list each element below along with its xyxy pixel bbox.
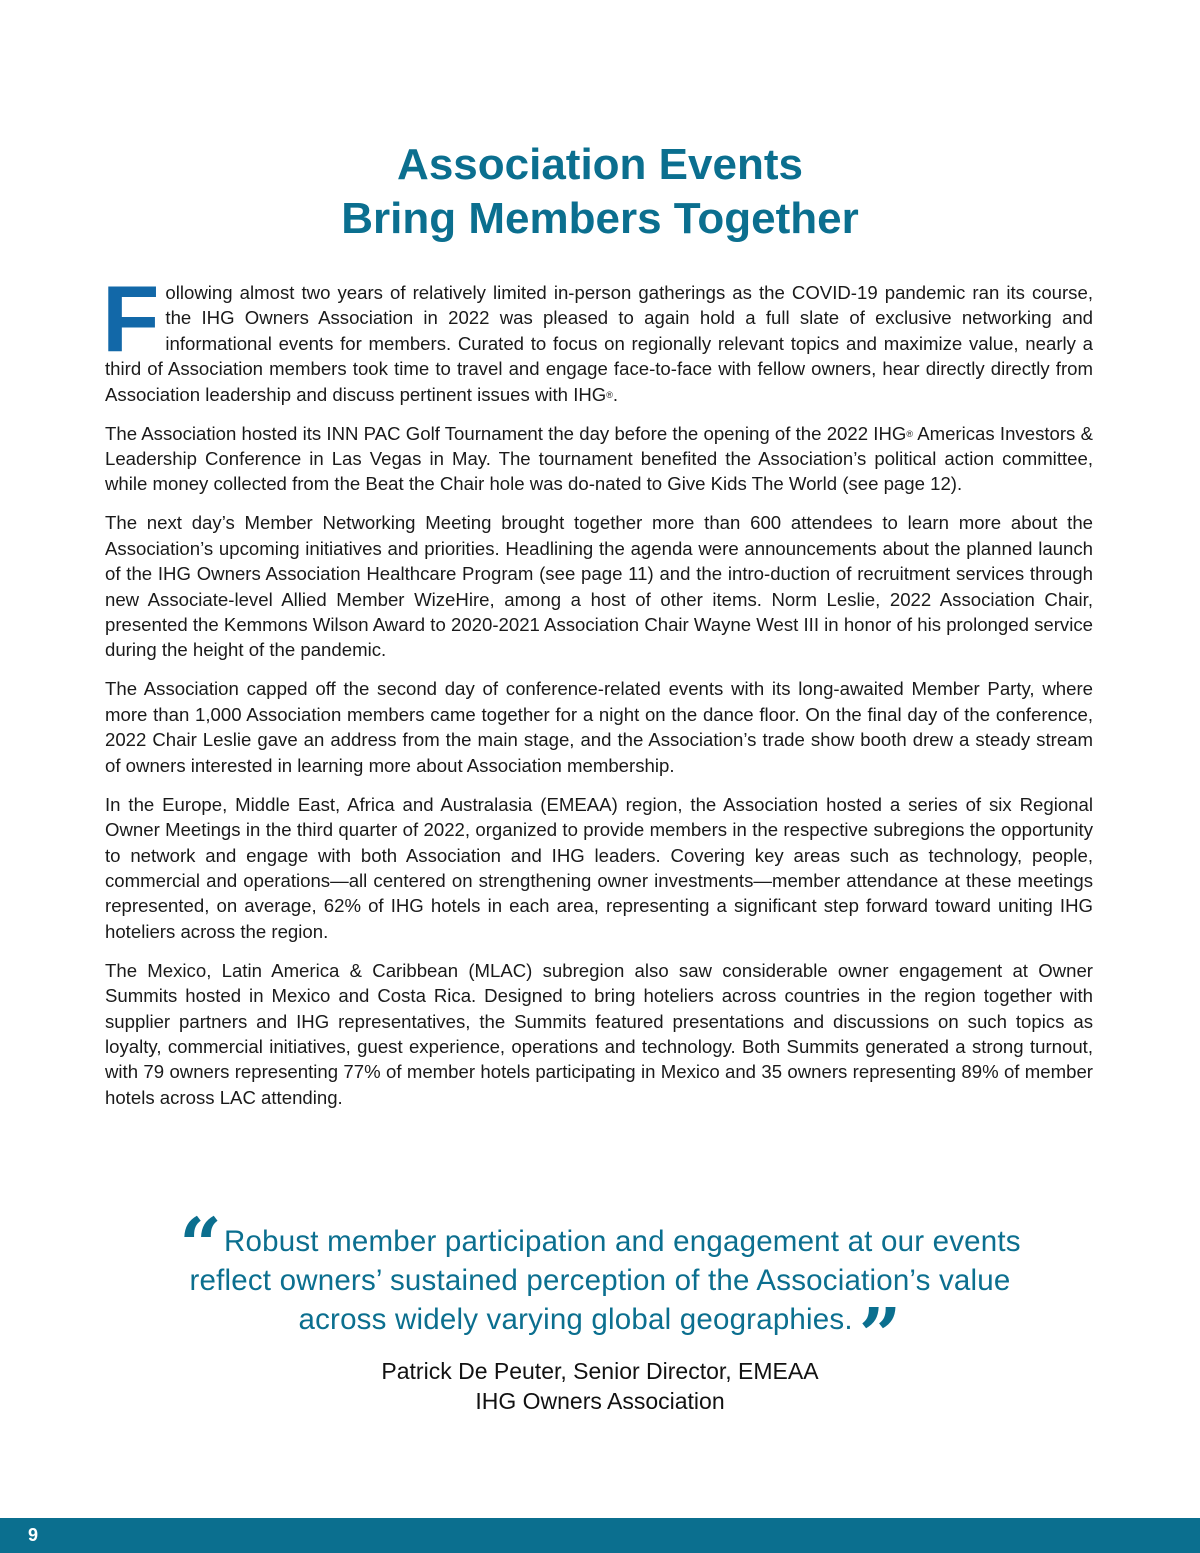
title-line-2: Bring Members Together: [341, 194, 859, 243]
paragraph-intro-end: .: [612, 383, 619, 405]
paragraph-member-party: The Association capped off the second day of conference-related events with its long-awaited Member Party, where more than 1,000 Association members came together for a night on the dance floor. On the final day of the conference, 2022 Chair Leslie gave an address from the main stage, and the Association’s trade show booth drew a steady stream of owners interested in learning more about Association membership.: [105, 678, 1093, 776]
title-line-1: Association Events: [397, 140, 803, 189]
quote-line-3-text: across widely varying global geographies.: [298, 1303, 853, 1336]
registered-mark: ®: [606, 389, 613, 400]
paragraph-golf: [105, 421, 1093, 497]
paragraph-golf-text-b: Americas Investors & Leadership Conference in Las Vegas in May. The tournament benefited the Association’s political action committee, while money collected from the Beat the Chair hole was do-nated to Give Kids The World (see page 12).: [105, 422, 1093, 495]
quote-line-1-text: Robust member participation and engagement at our events: [224, 1225, 1021, 1258]
quote-line-2: reflect owners’ sustained perception of the Association’s value: [189, 1264, 1011, 1297]
paragraph-intro-text: ollowing almost two years of relatively limited in-person gatherings as the COVID-19 pandemic ran its course, the IHG Owners Association in 2022 was pleased to again hold a full slate of exclusive networking and informational events for members. Curated to focus on regionally relevant topics and maximize value, nearly a third of Association members took time to travel and engage face-to-face with fellow owners, hear directly directly from Association leadership and discuss pertinent issues with IHG: [105, 282, 1093, 405]
attribution-name: Patrick De Peuter, Senior Director, EMEAA: [381, 1358, 819, 1384]
paragraph-golf-text-a: The Association hosted its INN PAC Golf Tournament the day before the opening of the 2022 IHG: [105, 422, 907, 444]
page-title: [0, 138, 1200, 246]
paragraph-intro: [102, 266, 1093, 407]
drop-cap: F: [102, 266, 160, 371]
quote-attribution: [0, 1356, 1200, 1416]
article-body: [102, 266, 1093, 1124]
paragraph-mlac: The Mexico, Latin America & Caribbean (MLAC) subregion also saw considerable owner engagement at Owner Summits hosted in Mexico and Costa Rica. Designed to bring hoteliers across countries in the region together with supplier partners and IHG representatives, the Summits featured presentations and discussions on such topics as loyalty, commercial initiatives, guest experience, operations and technology. Both Summits generated a strong turnout, with 79 owners representing 77% of member hotels participating in Mexico and 35 owners representing 89% of member hotels across LAC attending.: [105, 959, 1093, 1108]
footer-bar: [0, 1518, 1200, 1553]
close-quote-icon: ”: [858, 1293, 902, 1379]
attribution-org: IHG Owners Association: [475, 1388, 725, 1414]
paragraph-networking: The next day’s Member Networking Meeting brought together more than 600 attendees to learn more about the Association’s upcoming initiatives and priorities. Headlining the agenda were announcements about the planned launch of the IHG Owners Association Healthcare Program (see page 11) and the intro-duction of recruitment services through new Associate-level Allied Member WizeHire, among a host of other items. Norm Leslie, 2022 Association Chair, presented the Kemmons Wilson Award to 2020-2021 Association Chair Wayne West III in honor of his prolonged service during the height of the pandemic.: [105, 512, 1093, 661]
page-number: 9: [28, 1525, 39, 1545]
registered-mark: ®: [906, 428, 913, 439]
paragraph-emeaa: In the Europe, Middle East, Africa and Australasia (EMEAA) region, the Association hosted a series of six Regional Owner Meetings in the third quarter of 2022, organized to provide members in the respective subregions the opportunity to network and engage with both Association and IHG leaders. Covering key areas such as technology, people, commercial and operations—all centered on strengthening owner investments—member attendance at these meetings represented, on average, 62% of IHG hotels in each area, representing a significant step forward toward uniting IHG hoteliers across the region.: [105, 793, 1093, 942]
open-quote-icon: “: [179, 1203, 223, 1289]
